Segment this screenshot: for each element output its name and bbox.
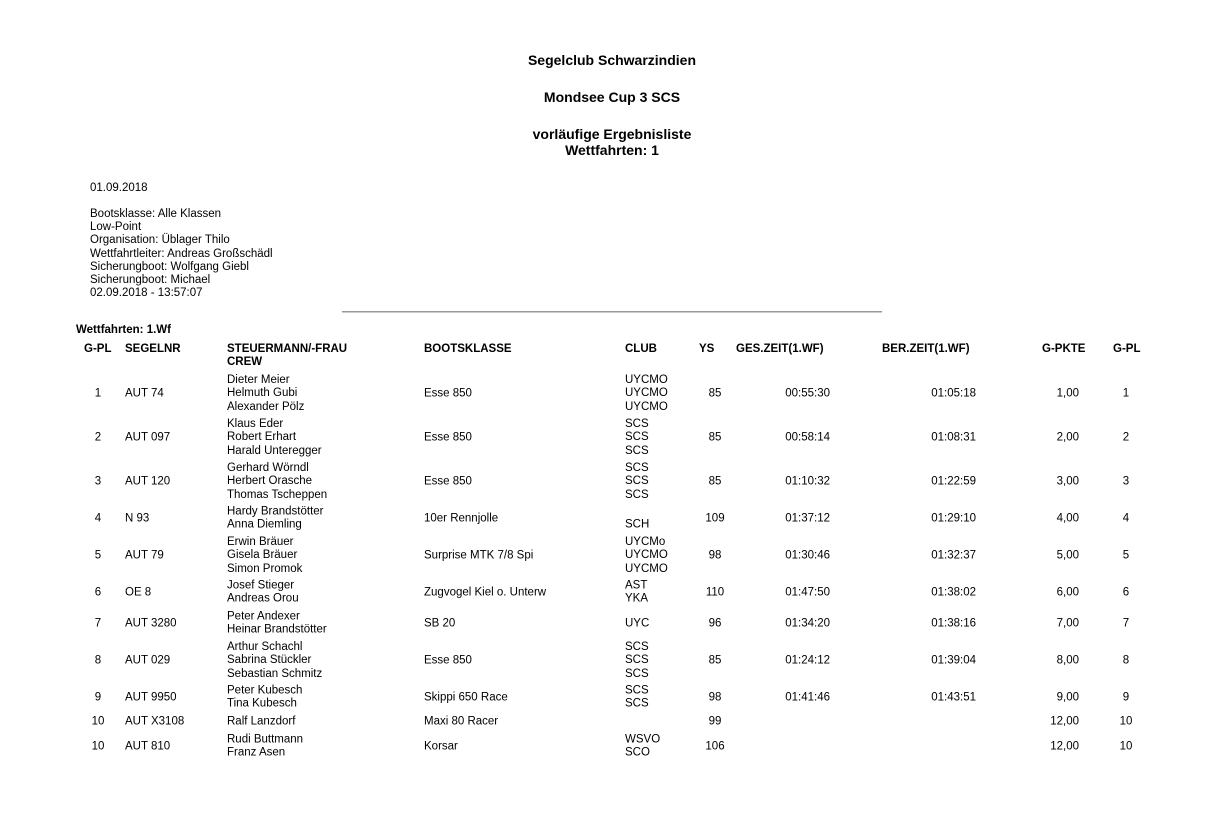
- gpl-cell: 9: [94, 691, 102, 704]
- club-cell-line: SCS: [625, 431, 649, 444]
- crew-cell: [227, 715, 295, 728]
- gpl-cell: 3: [94, 475, 102, 488]
- segelnr-cell: N 93: [125, 512, 150, 525]
- subtitle-line: vorläufige Ergebnisliste: [532, 126, 692, 142]
- crew-cell: [227, 734, 303, 761]
- gpl-total-cell: 3: [1122, 475, 1130, 488]
- ber-zeit-cell: 01:39:04: [931, 654, 976, 667]
- crew-cell-line: Robert Erhart: [227, 431, 297, 444]
- crew-cell-line: Josef Stieger: [227, 579, 295, 592]
- segelnr-cell: AUT X3108: [125, 715, 185, 728]
- g-pkte-cell: 9,00: [1056, 691, 1079, 704]
- crew-cell-line: Heinar Brandstötter: [227, 624, 327, 636]
- ges-zeit-cell: 01:37:12: [785, 512, 830, 525]
- crew-cell-line: Sabrina Stückler: [227, 654, 312, 667]
- g-pkte-cell: 12,00: [1050, 740, 1079, 753]
- crew-cell-line: Alexander Pölz: [227, 400, 305, 413]
- club-cell-line: SCS: [625, 444, 649, 457]
- club-cell-line: SCS: [625, 488, 649, 501]
- bootsklasse-cell: 10er Rennjolle: [424, 512, 499, 525]
- club-cell: [625, 617, 649, 630]
- ys-cell: 99: [708, 715, 722, 728]
- club-cell: [625, 374, 668, 414]
- crew-cell-line: Rudi Buttmann: [227, 733, 304, 746]
- gpl-total-cell: 8: [1122, 654, 1130, 667]
- col-header-ys: YS: [699, 343, 715, 355]
- club-cell-line: WSVO: [625, 733, 661, 746]
- event-title: Mondsee Cup 3 SCS: [543, 89, 681, 105]
- col-header-segelnr: SEGELNR: [125, 343, 181, 355]
- club-cell: [625, 418, 649, 458]
- segelnr-cell: AUT 097: [125, 431, 171, 444]
- ys-cell: 98: [708, 691, 722, 704]
- ber-zeit-cell: 01:32:37: [931, 549, 976, 562]
- crew-cell-line: Helmuth Gubi: [227, 387, 298, 400]
- info-safety-boat-2: Sicherungboot: Michael: [90, 274, 211, 287]
- g-pkte-cell: 2,00: [1056, 431, 1079, 444]
- bootsklasse-cell: Maxi 80 Racer: [424, 715, 499, 728]
- gpl-total-cell: 4: [1122, 512, 1130, 525]
- club-cell-line: SCS: [625, 641, 649, 654]
- segelnr-cell: AUT 9950: [125, 691, 177, 704]
- crew-cell-line: Simon Promok: [227, 562, 303, 575]
- crew-cell-line: Gisela Bräuer: [227, 549, 298, 562]
- ber-zeit-cell: 01:22:59: [931, 475, 976, 488]
- ys-cell: 96: [708, 617, 722, 630]
- document-date: 01.09.2018: [90, 182, 148, 194]
- col-header-crew: [227, 343, 347, 369]
- gpl-cell: 6: [94, 586, 102, 599]
- crew-cell-line: Franz Asen: [227, 747, 286, 759]
- crew-cell-line: Dieter Meier: [227, 374, 290, 387]
- g-pkte-cell: 6,00: [1056, 586, 1079, 599]
- club-cell-line: SCS: [625, 462, 649, 475]
- crew-cell: [227, 462, 327, 502]
- gpl-total-cell: 5: [1122, 549, 1130, 562]
- ys-cell: 85: [708, 387, 722, 400]
- races-line: Wettfahrten: 1: [565, 142, 659, 158]
- gpl-cell: 10: [91, 715, 105, 728]
- crew-cell: [227, 374, 304, 414]
- club-cell-line: UYCMO: [625, 562, 668, 575]
- segelnr-cell: AUT 74: [125, 387, 164, 400]
- ys-cell: 85: [708, 475, 722, 488]
- crew-cell: [227, 641, 322, 681]
- crew-cell-line: Ralf Lanzdorf: [227, 715, 296, 728]
- col-header-ber-zeit: BER.ZEIT(1.WF): [882, 343, 970, 355]
- segelnr-cell: AUT 810: [125, 740, 171, 753]
- club-cell-line: UYCMO: [625, 374, 668, 387]
- crew-cell: [227, 580, 299, 607]
- ges-zeit-cell: 01:24:12: [785, 654, 830, 667]
- club-cell-line: SCH: [625, 518, 650, 531]
- crew-cell: [227, 685, 302, 712]
- crew-cell-line: Gerhard Wörndl: [227, 462, 309, 475]
- club-cell: [625, 518, 649, 531]
- gpl-total-cell: 9: [1122, 691, 1130, 704]
- crew-cell-line: Klaus Eder: [227, 418, 284, 431]
- g-pkte-cell: 8,00: [1056, 654, 1079, 667]
- ges-zeit-cell: 01:34:20: [785, 617, 830, 630]
- event-info: [90, 208, 273, 300]
- segelnr-cell: AUT 79: [125, 549, 164, 562]
- bootsklasse-cell: Skippi 650 Race: [424, 691, 508, 704]
- club-cell-line: UYC: [625, 617, 650, 630]
- club-cell-line: AST: [625, 579, 648, 592]
- col-header-ges-zeit: GES.ZEIT(1.WF): [736, 343, 824, 355]
- info-safety-boat-1: Sicherungboot: Wolfgang Giebl: [90, 260, 249, 273]
- club-cell-line: YKA: [625, 593, 649, 605]
- club-cell: [625, 734, 660, 761]
- bootsklasse-cell: Korsar: [424, 740, 458, 753]
- gpl-total-cell: 6: [1122, 586, 1130, 599]
- gpl-cell: 10: [91, 740, 105, 753]
- race-label: Wettfahrten: 1.Wf: [76, 324, 171, 336]
- club-cell-line: UYCMO: [625, 400, 668, 413]
- club-cell: [625, 685, 649, 712]
- crew-cell-line: Herbert Orasche: [227, 475, 313, 488]
- gpl-cell: 7: [94, 617, 102, 630]
- crew-cell-line: Thomas Tscheppen: [227, 488, 328, 501]
- club-cell-line: SCS: [625, 684, 649, 697]
- ys-cell: 85: [708, 431, 722, 444]
- club-title: Segelclub Schwarzindien: [527, 52, 697, 68]
- ber-zeit-cell: 01:43:51: [931, 691, 976, 704]
- club-cell-line: SCS: [625, 418, 649, 431]
- club-cell: [625, 536, 668, 576]
- info-scoring: Low-Point: [90, 221, 142, 234]
- ber-zeit-cell: 01:05:18: [931, 387, 976, 400]
- g-pkte-cell: 5,00: [1056, 549, 1079, 562]
- bootsklasse-cell: Esse 850: [424, 475, 472, 488]
- ges-zeit-cell: 01:41:46: [785, 691, 830, 704]
- gpl-total-cell: 10: [1119, 740, 1133, 753]
- crew-cell-line: Tina Kubesch: [227, 698, 297, 710]
- club-cell-line: SCS: [625, 654, 649, 667]
- col-header-g-pkte: G-PKTE: [1042, 343, 1086, 355]
- segelnr-cell: AUT 120: [125, 475, 171, 488]
- gpl-total-cell: 7: [1122, 617, 1130, 630]
- col-header-crew-sub: CREW: [227, 356, 263, 368]
- gpl-cell: 5: [94, 549, 102, 562]
- crew-cell-line: Hardy Brandstötter: [227, 505, 324, 518]
- club-cell-line: SCS: [625, 667, 649, 680]
- club-cell-line: UYCMO: [625, 387, 668, 400]
- club-cell: [625, 462, 649, 502]
- ys-cell: 110: [705, 586, 725, 599]
- ys-cell: 98: [708, 549, 722, 562]
- crew-cell: [227, 418, 322, 458]
- segelnr-cell: OE 8: [125, 586, 152, 599]
- crew-cell-line: Erwin Bräuer: [227, 536, 294, 549]
- info-organisation: Organisation: Üblager Thilo: [90, 234, 230, 247]
- gpl-total-cell: 10: [1119, 715, 1133, 728]
- ges-zeit-cell: 00:58:14: [785, 431, 830, 444]
- ys-cell: 85: [708, 654, 722, 667]
- club-cell: [625, 641, 649, 681]
- club-cell-line: UYCMO: [625, 549, 668, 562]
- gpl-cell: 2: [94, 431, 102, 444]
- crew-cell-line: Arthur Schachl: [227, 641, 303, 654]
- bootsklasse-cell: Zugvogel Kiel o. Unterw: [424, 586, 547, 599]
- bootsklasse-cell: Esse 850: [424, 654, 472, 667]
- g-pkte-cell: 7,00: [1056, 617, 1079, 630]
- ys-cell: 109: [705, 512, 725, 525]
- gpl-cell: 4: [94, 512, 102, 525]
- g-pkte-cell: 1,00: [1056, 387, 1079, 400]
- ber-zeit-cell: 01:38:02: [931, 586, 976, 599]
- ber-zeit-cell: 01:08:31: [931, 431, 976, 444]
- g-pkte-cell: 3,00: [1056, 475, 1079, 488]
- club-cell: [625, 580, 648, 607]
- ges-zeit-cell: 01:30:46: [785, 549, 830, 562]
- ges-zeit-cell: 01:47:50: [785, 586, 830, 599]
- col-header-gpl-total: G-PL: [1113, 343, 1141, 355]
- crew-cell-line: Peter Kubesch: [227, 684, 303, 697]
- ges-zeit-cell: 01:10:32: [785, 475, 830, 488]
- divider: [342, 311, 882, 313]
- club-cell-line: SCS: [625, 475, 649, 488]
- g-pkte-cell: 12,00: [1050, 715, 1079, 728]
- bootsklasse-cell: Surprise MTK 7/8 Spi: [424, 549, 534, 562]
- bootsklasse-cell: Esse 850: [424, 387, 472, 400]
- info-boat-class: Bootsklasse: Alle Klassen: [90, 208, 222, 220]
- crew-cell-line: Anna Diemling: [227, 519, 302, 531]
- col-header-gpl: G-PL: [84, 343, 112, 355]
- gpl-total-cell: 2: [1122, 431, 1130, 444]
- club-cell-line: SCS: [625, 698, 649, 710]
- crew-cell-line: Peter Andexer: [227, 610, 300, 623]
- info-timestamp: 02.09.2018 - 13:57:07: [90, 287, 203, 300]
- col-header-bootsklasse: BOOTSKLASSE: [424, 343, 512, 355]
- club-cell-line: SCO: [625, 747, 650, 759]
- col-header-helm: STEUERMANN/-FRAU: [227, 343, 348, 355]
- ber-zeit-cell: 01:29:10: [931, 512, 976, 525]
- crew-cell: [227, 506, 324, 533]
- gpl-total-cell: 1: [1122, 387, 1130, 400]
- crew-cell: [227, 536, 302, 576]
- list-subtitle: [0, 126, 1224, 158]
- ber-zeit-cell: 01:38:16: [931, 617, 976, 630]
- club-cell-line: UYCMo: [625, 536, 666, 549]
- info-race-officer: Wettfahrtleiter: Andreas Großschädl: [90, 247, 273, 260]
- crew-cell-line: Sebastian Schmitz: [227, 667, 323, 680]
- crew-cell-line: Andreas Orou: [227, 593, 299, 605]
- gpl-cell: 8: [94, 654, 102, 667]
- crew-cell: [227, 611, 327, 638]
- col-header-club: CLUB: [625, 343, 657, 355]
- ys-cell: 106: [705, 740, 725, 753]
- gpl-cell: 1: [94, 387, 102, 400]
- bootsklasse-cell: Esse 850: [424, 431, 472, 444]
- g-pkte-cell: 4,00: [1056, 512, 1079, 525]
- bootsklasse-cell: SB 20: [424, 617, 456, 630]
- segelnr-cell: AUT 029: [125, 654, 171, 667]
- crew-cell-line: Harald Unteregger: [227, 444, 322, 457]
- segelnr-cell: AUT 3280: [125, 617, 177, 630]
- ges-zeit-cell: 00:55:30: [785, 387, 830, 400]
